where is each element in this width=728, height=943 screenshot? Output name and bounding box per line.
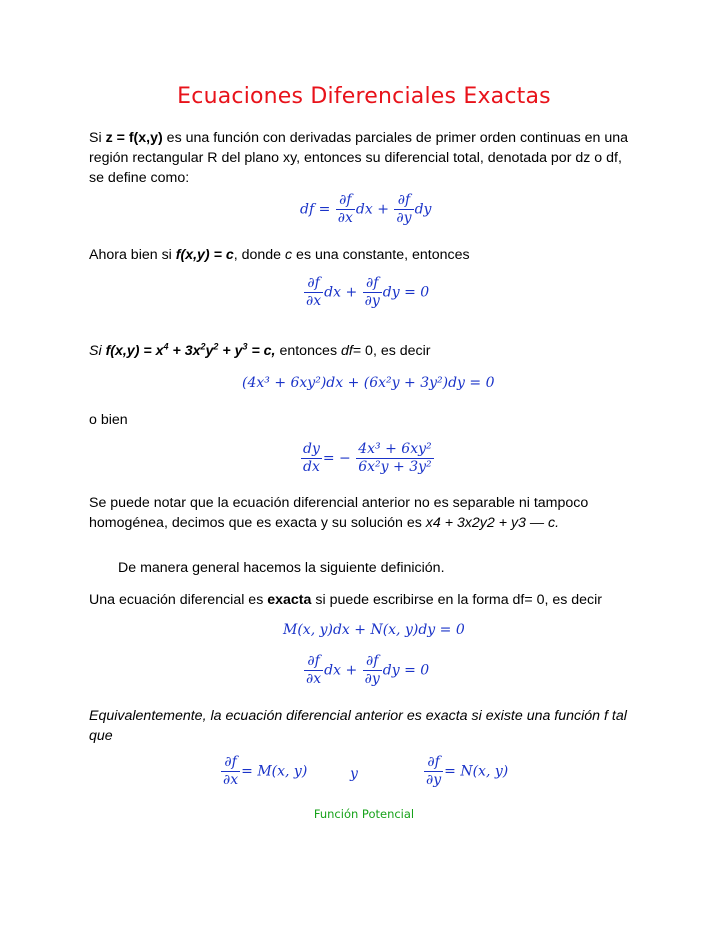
equation-total-differential (300, 192, 431, 227)
eq1-lhs: df = (300, 201, 331, 218)
eq4-num-2: 4x³ + 6xy² (358, 441, 432, 457)
paragraph-example (89, 341, 637, 361)
p3-bold-1: f(x,y) = x (105, 343, 164, 359)
caption-potential-function: Función Potencial (313, 807, 415, 821)
eq6-f2-den: ∂y (364, 671, 380, 687)
paragraph-exact-definition (89, 590, 637, 610)
eq2-f2-den: ∂y (364, 293, 380, 309)
equation-partial-m (220, 754, 307, 789)
p3-sup-1: 4 (163, 341, 169, 352)
p3-bold-4: + y (218, 343, 243, 359)
paragraph-total-differential (89, 128, 637, 188)
eq7-fraction-1 (221, 754, 240, 789)
eq1-f1-den: ∂x (337, 210, 353, 226)
eq4-num-1: dy (303, 441, 320, 457)
eq1-fraction-2 (394, 192, 413, 227)
eq4-fraction-1 (301, 441, 322, 476)
eq7-f1-num: ∂f (224, 754, 237, 770)
eq6-fraction-1 (304, 653, 323, 688)
equation-df-zero-2 (303, 653, 429, 688)
eq7-f2-den: ∂y (426, 772, 442, 788)
eq2-fraction-2 (363, 275, 382, 310)
eq6-f1-den: ∂x (306, 671, 322, 687)
p2-italic-c: c (285, 247, 293, 263)
equation-dy-dx (300, 441, 435, 476)
eq1-fraction-1 (336, 192, 355, 227)
p7-bold-exacta: exacta (267, 592, 312, 608)
paragraph-general-definition: De manera general hacemos la siguiente definición. (118, 560, 445, 576)
equation-example-exact: (4x³ + 6xy²)dx + (6x²y + 3y²)dy = 0 (242, 375, 495, 391)
eq4-den-2: 6x²y + 3y² (358, 459, 432, 475)
eq7-f2-num: ∂f (427, 754, 440, 770)
eq1-term-1: dx + (355, 201, 389, 218)
eq2-fraction-1 (304, 275, 323, 310)
eq6-f1-num: ∂f (307, 653, 320, 669)
paragraph-constant (89, 245, 637, 265)
p1-text-2: es una función con derivadas parciales de primer orden continuas en una región rectangular R del plano xy, entonces su diferencial total, denotada por dz o df, se define como: (89, 130, 629, 186)
p2-text-1: Ahora bien si (89, 247, 176, 263)
eq7-term-2: = N(x, y) (444, 763, 509, 780)
p7-text-1: Una ecuación diferencial es (89, 592, 268, 608)
page-title: Ecuaciones Diferenciales Exactas (177, 84, 551, 109)
p2-text-3: es una constante, entonces (292, 247, 470, 263)
eq7-term-1: = M(x, y) (241, 763, 308, 780)
eq1-f2-den: ∂y (396, 210, 412, 226)
paragraph-o-bien: o bien (89, 412, 128, 428)
eq4-fraction-2 (356, 441, 433, 476)
p1-bold-z: z = f(x,y) (105, 130, 163, 146)
p3-text-2: = 0, es decir (352, 343, 431, 359)
eq6-term-1: dx + (324, 662, 358, 679)
p3-sup-4: 3 (242, 341, 248, 352)
p3-italic-df: df (340, 343, 353, 359)
eq2-f1-den: ∂x (306, 293, 322, 309)
eq1-f2-num: ∂f (397, 192, 411, 208)
equation-partial-n (423, 754, 508, 789)
p5-italic-solution: x4 + 3x2y2 + y3 — c. (425, 515, 560, 531)
eq1-term-2: dy (414, 201, 432, 218)
eq2-f1-num: ∂f (307, 275, 320, 291)
eq6-term-2: dy = 0 (382, 662, 430, 679)
p3-sup-3: 2 (213, 341, 219, 352)
eq2-term-1: dx + (324, 284, 358, 301)
eq6-fraction-2 (363, 653, 382, 688)
eq1-f1-num: ∂f (339, 192, 352, 208)
p3-bold-5: = c, (247, 343, 276, 359)
p3-bold-3: y (205, 343, 214, 359)
paragraph-not-separable (89, 493, 637, 533)
eq6-f2-num: ∂f (366, 653, 379, 669)
p3-italic-si: Si (89, 343, 106, 359)
p3-sup-2: 2 (200, 341, 206, 352)
equation-m-n-form: M(x, y)dx + N(x, y)dy = 0 (283, 622, 465, 638)
equation-df-zero (303, 275, 429, 310)
p3-bold-2: + 3x (168, 343, 201, 359)
eq2-term-2: dy = 0 (382, 284, 430, 301)
p1-text-1: Si (89, 130, 106, 146)
p3-text-1: entonces (275, 343, 341, 359)
p7-text-2: si puede escribirse en la forma df= 0, es decir (311, 592, 603, 608)
eq7-f1-den: ∂x (223, 772, 239, 788)
eq7-fraction-2 (424, 754, 443, 789)
equation-connector-y: y (350, 766, 358, 782)
paragraph-equivalently: Equivalentemente, la ecuación diferencial anterior es exacta si existe una función f tal que (89, 708, 627, 744)
p2-bold-italic-fxy: f(x,y) = c (175, 247, 234, 263)
p5-text: Se puede notar que la ecuación diferencial anterior no es separable ni tampoco homogénea, decimos que es exacta y su solución es (89, 495, 589, 531)
eq4-equals: = − (322, 450, 351, 467)
p2-text-2: , donde (233, 247, 286, 263)
eq4-den-1: dx (301, 458, 322, 476)
eq2-f2-num: ∂f (366, 275, 379, 291)
